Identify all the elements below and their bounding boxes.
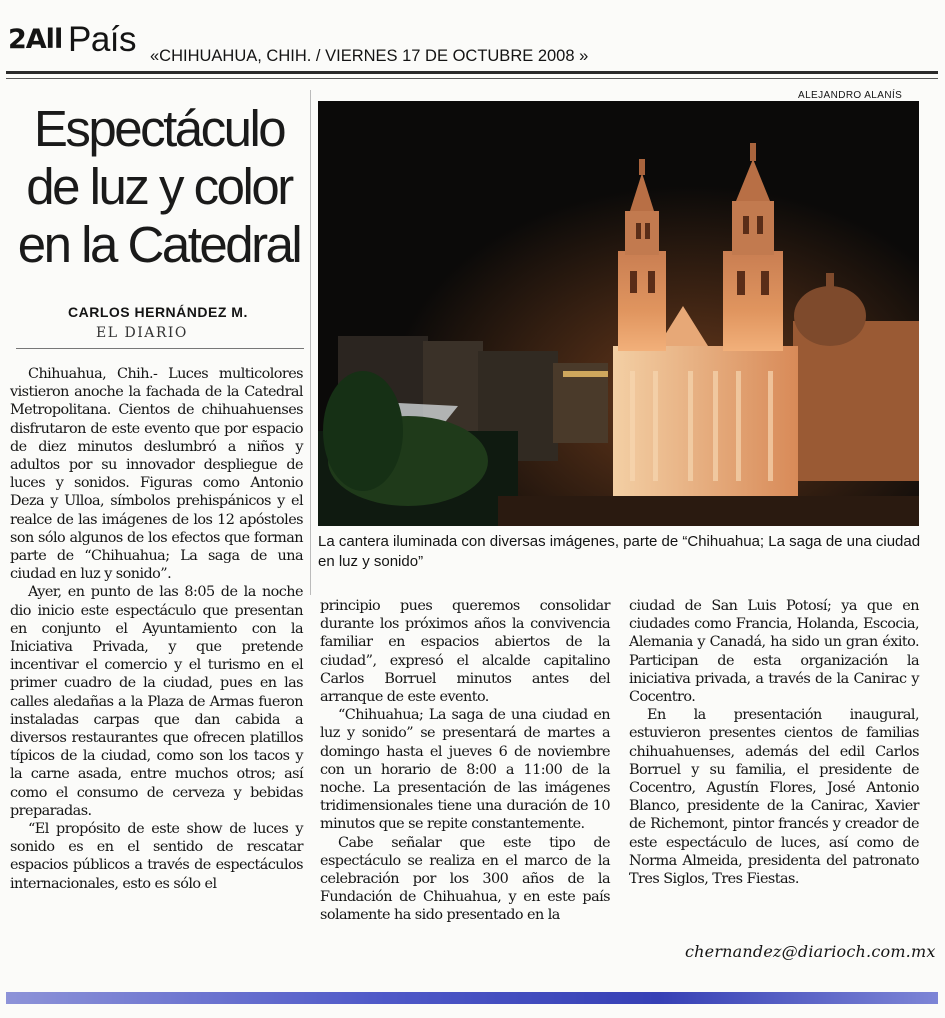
cathedral-photo — [318, 101, 919, 526]
byline-rule — [16, 348, 304, 349]
footer-color-bar — [6, 992, 938, 1004]
page-number: 2All — [8, 24, 63, 55]
headline: Espectáculo de luz y color en la Catedral — [17, 100, 301, 273]
article-paragraph: Cabe señalar que este tipo de espectáculo se realiza en el marco de la celebración por los 300 años de la Fundación de Chihuahua, y en este país solamente ha sido presentado en la — [320, 834, 610, 924]
article-column-1 — [10, 365, 303, 893]
article-paragraph: Chihuahua, Chih.- Luces multicolores vistieron anoche la fachada de la Catedral Metropolitana. Cientos de chihuahuenses disfrutaron de este evento que por espacio de diez minutos deslumbró a niños y adultos por su innovador despliegue de luces y sonidos. Figuras como Antonio Deza y Ulloa, símbolos prehispánicos y el realce de las imágenes de los 12 apóstoles son sólo algunos de los efectos que forman parte de “Chihuahua; La saga de una ciudad en luz y sonido”. — [10, 366, 303, 583]
column-divider — [310, 90, 311, 595]
article-paragraph: “El propósito de este show de luces y sonido es en el sentido de rescatar espacios públicos a través de espectáculos internacionales, esto es sólo el — [10, 821, 303, 892]
article-paragraph: Ayer, en punto de las 8:05 de la noche dio inicio este espectáculo que presentan en conjunto el Ayuntamiento con la Iniciativa Privada, y que pretende incentivar el comercio y el turismo en el primer cuadro de la ciudad, pues en las calles aledañas a la Plaza de Armas fueron instaladas carpas que dan cabida a diversos restaurantes que ofrecen platillos típicos de la ciudad, como son los tacos y la carne asada, entre muchos otros; así como el consumo de cerveza y bebidas preparadas. — [10, 584, 303, 819]
photo-credit: ALEJANDRO ALANÍS — [798, 90, 903, 101]
header-rule-thick — [6, 71, 938, 74]
article-paragraph: principio pues queremos consolidar durante los próximos años la convivencia familiar en espacios abiertos de la ciudad”, expresó el alcalde capitalino Carlos Borruel minutos antes del arranque de este evento. — [320, 598, 610, 706]
dateline: «CHIHUAHUA, CHIH. / VIERNES 17 DE OCTUBRE 2008 » — [150, 47, 589, 65]
article-paragraph: ciudad de San Luis Potosí; ya que en ciudades como Francia, Holanda, Escocia, Alemania y Canadá, ha sido un gran éxito. Participan de esta organización la iniciativa privada, a través de la Canirac y Cocentro. — [629, 598, 919, 706]
header-rule-thin — [6, 78, 938, 79]
article-column-3 — [629, 597, 919, 888]
article-paragraph: En la presentación inaugural, estuvieron presentes cientos de familias chihuahuenses, además del edil Carlos Borruel y su familia, el presidente de Cocentro, Agustín Flores, José Antonio Blanco, presidente de la Canirac, Xavier de Richemont, pintor francés y creador de este espectáculo de luces, así como de Norma Almeida, presidenta del patronato Tres Siglos, Tres Fiestas. — [629, 707, 919, 888]
article-paragraph: “Chihuahua; La saga de una ciudad en luz y sonido” se presentará de martes a domingo hasta el jueves 6 de noviembre con un horario de 8:00 a 11:00 de la noche. La presentación de las imágenes tridimensionales tiene una duración de 10 minutos que se repite constantemente. — [320, 707, 610, 833]
photo-caption: La cantera iluminada con diversas imágenes, parte de “Chihuahua; La saga de una ciudad en luz y sonido” — [318, 533, 921, 570]
byline-author: CARLOS HERNÁNDEZ M. — [68, 304, 248, 320]
article-column-2 — [320, 597, 610, 925]
author-email: chernandez@diarioch.com.mx — [685, 942, 936, 961]
byline-outlet: EL DIARIO — [96, 325, 188, 341]
cathedral-illustration — [318, 101, 919, 526]
section-title: País — [68, 20, 137, 59]
